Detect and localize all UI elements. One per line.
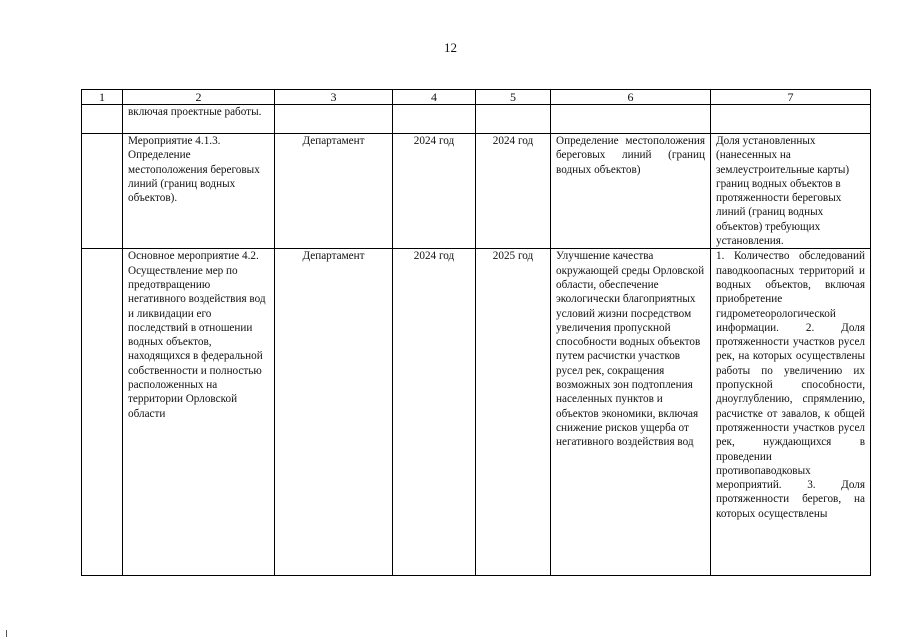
scan-mark: [6, 630, 7, 637]
table-cell: Определение местоположения береговых линий (границ водных объектов): [551, 134, 711, 249]
table-cell: включая проектные работы.: [123, 105, 275, 134]
table-cell: Мероприятие 4.1.3. Определение местоположения береговых линий (границ водных объектов).: [123, 134, 275, 249]
table-cell: Доля установленных (нанесенных на землеустроительные карты) границ водных объектов в протяженности береговых линий (границ водных объектов) требующих установления.: [711, 134, 871, 249]
table-cell: [476, 105, 551, 134]
column-header: 5: [476, 90, 551, 105]
table-cell: 2024 год: [476, 134, 551, 249]
table-cell: [393, 105, 476, 134]
table-cell: [82, 249, 123, 576]
table-cell: [711, 105, 871, 134]
table-row: [82, 249, 871, 576]
table-cell: 1. Количество обследований паводкоопасных территорий и водных объектов, включая приобретение гидрометеорологической информации. 2. Доля протяженности участков русел рек, на которых осуществлены работы по увеличению их пропускной способности, дноуглублению, спрямлению, расчистке от завалов, к общей протяженности участков русел рек, нуждающихся в проведении противопаводковых мероприятий. 3. Доля протяженности берегов, на которых осуществлены: [711, 249, 871, 576]
column-header: 3: [275, 90, 393, 105]
table-cell: Улучшение качества окружающей среды Орловской области, обеспечение экологически благоприятных условий жизни посредством увеличения пропускной способности водных объектов путем расчистки участков русел рек, сокращения возможных зон подтопления населенных пунктов и объектов экономики, включая снижение рисков ущерба от негативного воздействия вод: [551, 249, 711, 576]
column-header: 7: [711, 90, 871, 105]
table-cell: [551, 105, 711, 134]
table-cell: 2024 год: [393, 249, 476, 576]
table-row: [82, 105, 871, 134]
table-cell: [82, 134, 123, 249]
table-cell: Департамент: [275, 134, 393, 249]
table-cell: Основное мероприятие 4.2. Осуществление мер по предотвращению негативного воздействия вод и ликвидации его последствий в отношении водных объектов, находящихся в федеральной собственности и полностью расположенных на территории Орловской области: [123, 249, 275, 576]
table-cell: [82, 105, 123, 134]
table-cell: 2024 год: [393, 134, 476, 249]
table-cell: 2025 год: [476, 249, 551, 576]
column-header: 4: [393, 90, 476, 105]
column-header: 1: [82, 90, 123, 105]
table-cell: Департамент: [275, 249, 393, 576]
column-header: 6: [551, 90, 711, 105]
table-header-row: [82, 90, 871, 105]
table-cell: [275, 105, 393, 134]
page-number: 12: [444, 40, 457, 55]
program-table: [81, 89, 871, 576]
table-row: [82, 134, 871, 249]
column-header: 2: [123, 90, 275, 105]
